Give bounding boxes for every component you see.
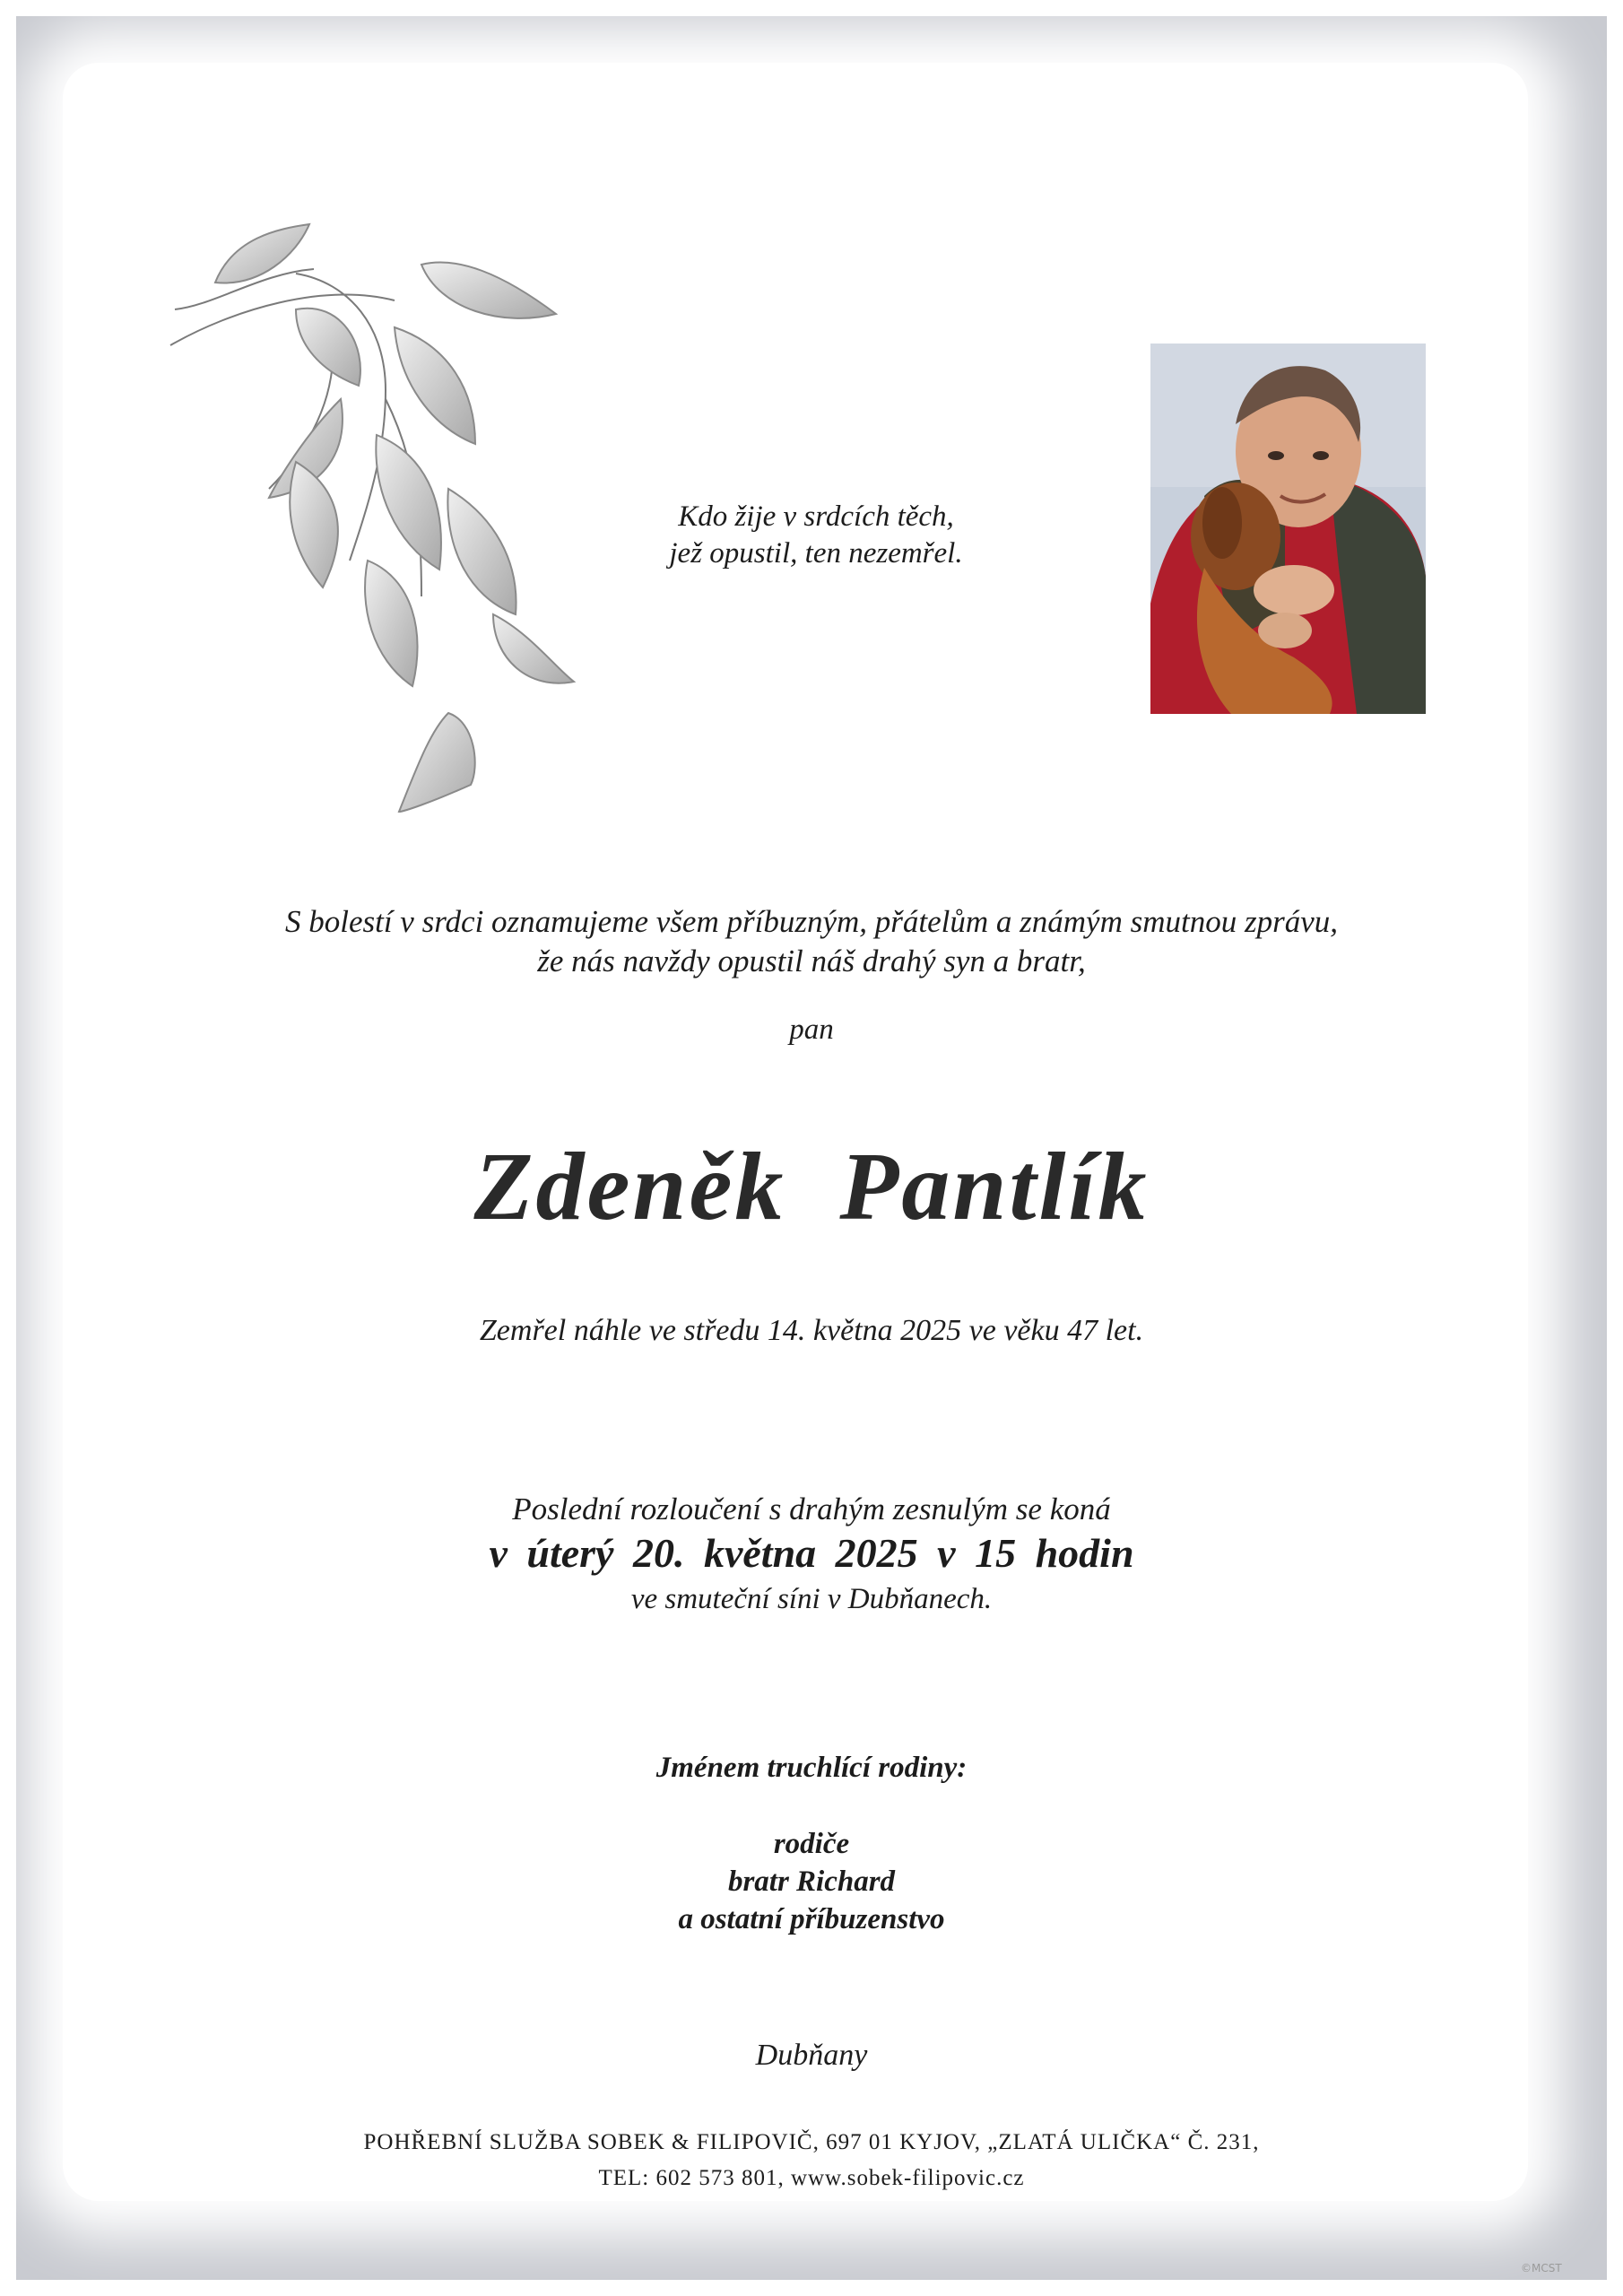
motto-line: Kdo žije v srdcích těch, [678, 500, 954, 533]
deceased-name: Zdeněk Pantlík [473, 1134, 1150, 1240]
death-notice: Zemřel náhle ve středu 14. května 2025 ve věku 47 let. [479, 1314, 1144, 1347]
farewell-intro: Poslední rozloučení s drahým zesnulým se koná [512, 1492, 1111, 1526]
family-member: rodiče [773, 1828, 850, 1860]
footer-line: POHŘEBNÍ SLUŽBA SOBEK & FILIPOVIČ, 697 01 KYJOV, „ZLATÁ ULIČKA“ Č. 231, [363, 2130, 1260, 2154]
family-heading: Jménem truchlící rodiny: [655, 1752, 968, 1784]
place: Dubňany [755, 2039, 868, 2072]
portrait-photo [1150, 344, 1426, 714]
watermark: ©MCST [1521, 2262, 1562, 2274]
announcement [0, 902, 1623, 981]
farewell-location: ve smuteční síni v Dubňanech. [630, 1583, 993, 1615]
footer [0, 2125, 1623, 2196]
announcement-line: S bolestí v srdci oznamujeme všem příbuzným, přátelům a známým smutnou zprávu, [284, 904, 1338, 939]
footer-line: TEL: 602 573 801, www.sobek-filipovic.cz [598, 2166, 1025, 2190]
leaf-branch-icon [161, 220, 592, 821]
family-member: a ostatní příbuzenstvo [678, 1903, 945, 1935]
family-member: bratr Richard [727, 1866, 896, 1898]
announcement-line: že nás navždy opustil náš drahý syn a bratr, [537, 944, 1086, 978]
farewell-datetime: v úterý 20. května 2025 v 15 hodin [489, 1530, 1134, 1576]
family-list [0, 1825, 1623, 1938]
motto-line: jež opustil, ten nezemřel. [669, 537, 963, 570]
motto [628, 499, 1004, 572]
salutation: pan [789, 1013, 834, 1046]
